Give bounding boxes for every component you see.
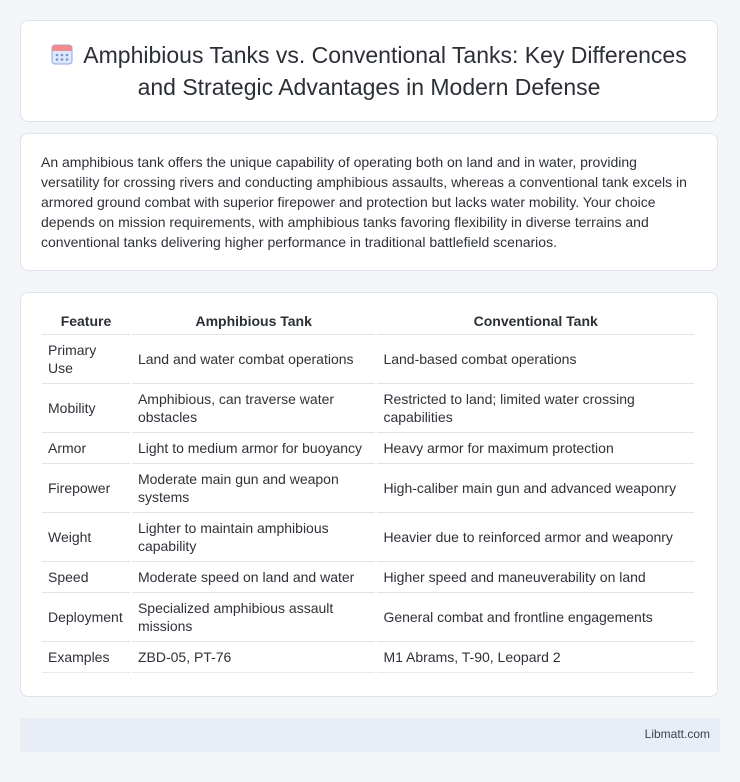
table-row xyxy=(42,335,694,384)
amphibious-cell: Amphibious, can traverse water obstacles xyxy=(132,384,375,433)
feature-cell: Mobility xyxy=(42,384,130,433)
conventional-cell: M1 Abrams, T-90, Leopard 2 xyxy=(377,642,694,673)
header-amphibious: Amphibious Tank xyxy=(132,305,375,335)
feature-cell: Primary Use xyxy=(42,335,130,384)
feature-cell: Weight xyxy=(42,513,130,562)
table-row xyxy=(42,384,694,433)
table-row xyxy=(42,513,694,562)
table-row xyxy=(42,593,694,642)
amphibious-cell: Moderate speed on land and water xyxy=(132,562,375,593)
feature-cell: Armor xyxy=(42,433,130,464)
conventional-cell: Heavy armor for maximum protection xyxy=(377,433,694,464)
page-title-text: Amphibious Tanks vs. Conventional Tanks: Key Differences and Strategic Advantages in Modern Defense xyxy=(83,42,687,100)
title-card xyxy=(20,20,718,122)
feature-cell: Firepower xyxy=(42,464,130,513)
amphibious-cell: Light to medium armor for buoyancy xyxy=(132,433,375,464)
amphibious-cell: Lighter to maintain amphibious capability xyxy=(132,513,375,562)
feature-cell: Deployment xyxy=(42,593,130,642)
conventional-cell: High-caliber main gun and advanced weaponry xyxy=(377,464,694,513)
amphibious-cell: Specialized amphibious assault missions xyxy=(132,593,375,642)
table-row xyxy=(42,642,694,673)
feature-cell: Speed xyxy=(42,562,130,593)
intro-paragraph: An amphibious tank offers the unique capability of operating both on land and in water, providing versatility for crossing rivers and conducting amphibious assaults, whereas a conventional tank excels in armored ground combat with superior firepower and protection but lacks water mobility. Your choice depends on mission requirements, with amphibious tanks favoring flexibility in diverse terrains and conventional tanks delivering higher performance in traditional battlefield scenarios. xyxy=(41,154,687,250)
table-row xyxy=(42,464,694,513)
calendar-icon xyxy=(51,43,73,65)
amphibious-cell: Land and water combat operations xyxy=(132,335,375,384)
table-row xyxy=(42,433,694,464)
header-feature: Feature xyxy=(42,305,130,335)
comparison-card xyxy=(20,292,718,697)
header-conventional: Conventional Tank xyxy=(377,305,694,335)
page-title xyxy=(49,39,689,103)
footer xyxy=(20,718,720,752)
conventional-cell: Land-based combat operations xyxy=(377,335,694,384)
table-header-row xyxy=(42,305,694,335)
feature-cell: Examples xyxy=(42,642,130,673)
conventional-cell: Higher speed and maneuverability on land xyxy=(377,562,694,593)
conventional-cell: Restricted to land; limited water crossing capabilities xyxy=(377,384,694,433)
footer-site-link[interactable]: Libmatt.com xyxy=(644,727,710,741)
amphibious-cell: ZBD-05, PT-76 xyxy=(132,642,375,673)
conventional-cell: Heavier due to reinforced armor and weaponry xyxy=(377,513,694,562)
conventional-cell: General combat and frontline engagements xyxy=(377,593,694,642)
table-row xyxy=(42,562,694,593)
amphibious-cell: Moderate main gun and weapon systems xyxy=(132,464,375,513)
comparison-table xyxy=(40,305,696,673)
intro-card xyxy=(20,133,718,271)
